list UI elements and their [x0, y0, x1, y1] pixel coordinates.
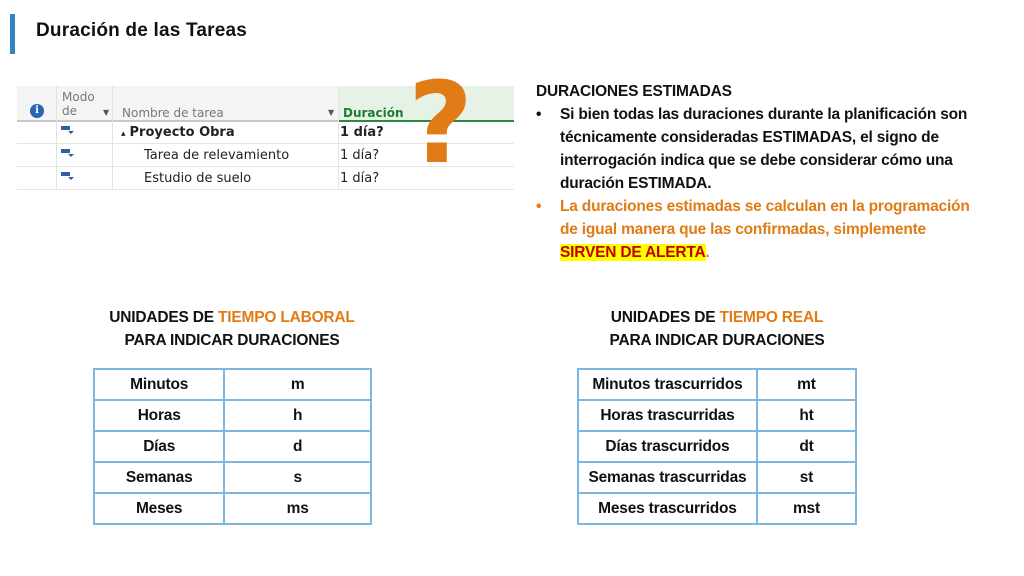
- estimated-durations-block: [536, 80, 986, 264]
- task-mode-icon: [61, 125, 75, 135]
- page-title: Duración de las Tareas: [36, 20, 248, 41]
- chevron-down-icon[interactable]: ▼: [328, 108, 335, 117]
- task-duration: 1 día?: [340, 125, 384, 140]
- table-row: Semanas s: [94, 462, 371, 493]
- work-units-table: [93, 368, 372, 525]
- info-icon[interactable]: i: [30, 104, 44, 118]
- column-header-duration[interactable]: Duración: [339, 86, 514, 122]
- bullet-item-alert: • La duraciones estimadas se calculan en la programación de igual manera que las confirmadas, simplemente SIRVEN DE ALERTA.: [536, 195, 986, 264]
- table-row: Meses trascurridos mst: [578, 493, 856, 524]
- estimated-bullet-list: [536, 103, 986, 264]
- task-duration: 1 día?: [340, 148, 380, 163]
- table-row: Horas trascurridas ht: [578, 400, 856, 431]
- table-row: Semanas trascurridas st: [578, 462, 856, 493]
- bullet-item: • Si bien todas las duraciones durante la planificación son técnicamente consideradas ESTIMADAS, el signo de interrogación indica que se debe considerar cómo una duración ESTIMADA.: [536, 103, 986, 195]
- column-header-mode[interactable]: Modo de: [62, 90, 95, 118]
- table-row: Minutos trascurridos mt: [578, 369, 856, 400]
- real-units-table: [577, 368, 857, 525]
- title-accent-bar: [10, 14, 15, 54]
- task-duration: 1 día?: [340, 171, 380, 186]
- table-row: Días trascurridos dt: [578, 431, 856, 462]
- task-mode-icon: [61, 171, 75, 181]
- task-name: Tarea de relevamiento: [144, 148, 290, 163]
- table-row: Días d: [94, 431, 371, 462]
- chevron-down-icon[interactable]: ▼: [103, 108, 110, 117]
- alert-highlight: SIRVEN DE ALERTA: [560, 244, 706, 261]
- table-row: Meses ms: [94, 493, 371, 524]
- estimated-heading: DURACIONES ESTIMADAS: [536, 83, 732, 100]
- task-mode-icon: [61, 148, 75, 158]
- real-units-title: UNIDADES DE TIEMPO REAL PARA INDICAR DURACIONES: [609, 309, 825, 349]
- table-row: Horas h: [94, 400, 371, 431]
- task-name: Estudio de suelo: [144, 171, 252, 186]
- work-units-title: UNIDADES DE TIEMPO LABORAL PARA INDICAR DURACIONES: [109, 309, 355, 349]
- question-mark-graphic: ?: [408, 59, 473, 189]
- column-header-name[interactable]: Nombre de tarea: [122, 106, 224, 120]
- task-name: ▴ Proyecto Obra: [121, 125, 235, 140]
- table-row: Minutos m: [94, 369, 371, 400]
